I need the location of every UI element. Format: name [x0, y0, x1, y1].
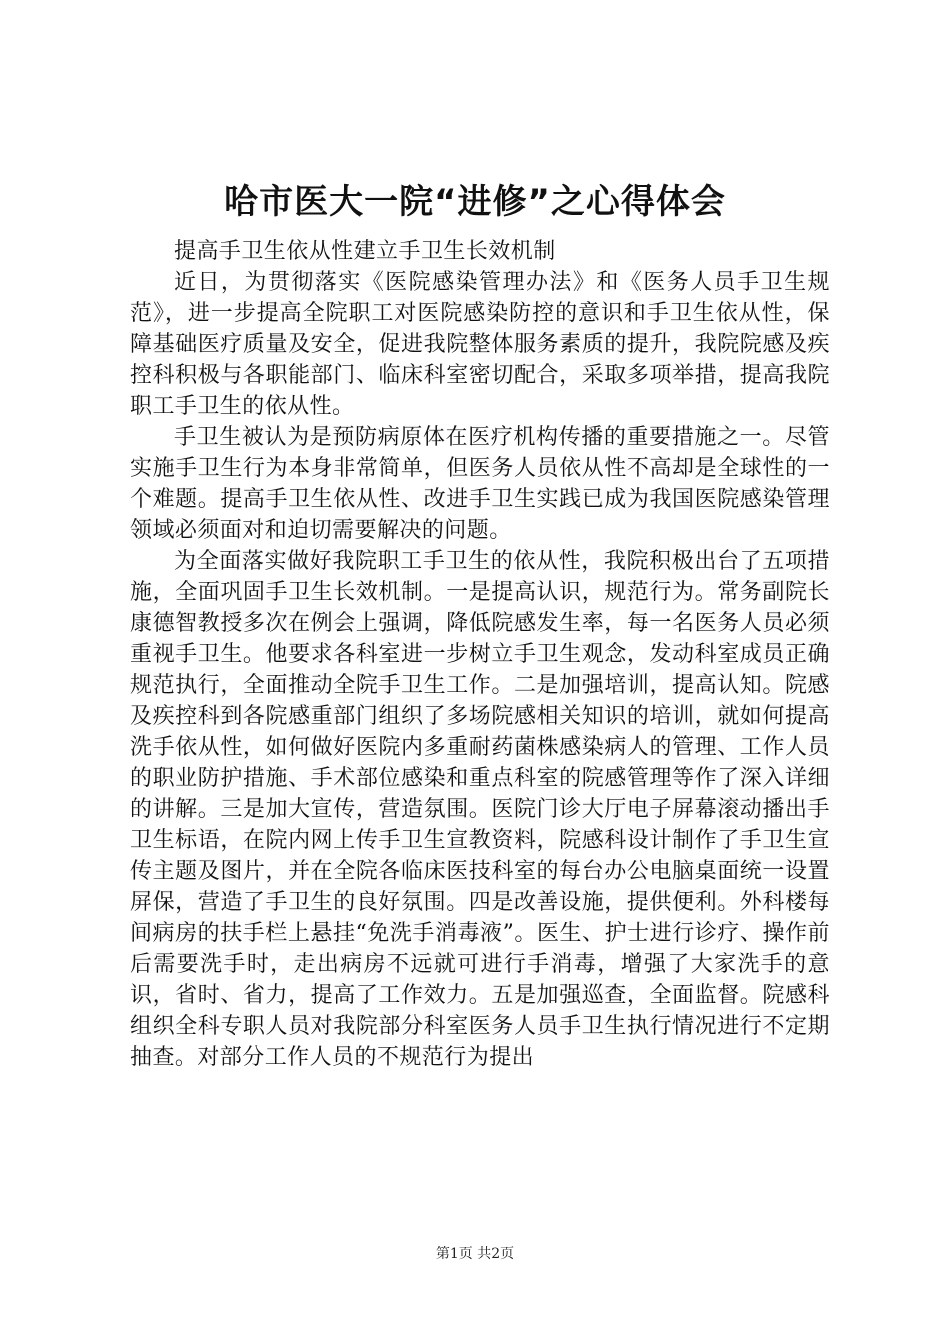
- document-body: [130, 236, 830, 1073]
- body-paragraph: 手卫生被认为是预防病原体在医疗机构传播的重要措施之一。尽管实施手卫生行为本身非常简单，但医务人员依从性不高却是全球性的一个难题。提高手卫生依从性、改进手卫生实践已成为我国医院感染管理领域必须面对和迫切需要解决的问题。: [130, 425, 830, 543]
- body-paragraph: 近日，为贯彻落实《医院感染管理办法》和《医务人员手卫生规范》，进一步提高全院职工对医院感染防控的意识和手卫生依从性，保障基础医疗质量及安全，促进我院整体服务素质的提升，我院院感及疾控科积极与各职能部门、临床科室密切配合，采取多项举措，提高我院职工手卫生的依从性。: [130, 270, 830, 419]
- body-paragraph: 为全面落实做好我院职工手卫生的依从性，我院积极出台了五项措施，全面巩固手卫生长效机制。一是提高认识，规范行为。常务副院长康德智教授多次在例会上强调，降低院感发生率，每一名医务人员必须重视手卫生。他要求各科室进一步树立手卫生观念，发动科室成员正确规范执行，全面推动全院手卫生工作。二是加强培训，提高认知。院感及疾控科到各院感重部门组织了多场院感相关知识的培训，就如何提高洗手依从性，如何做好医院内多重耐药菌株感染病人的管理、工作人员的职业防护措施、手术部位感染和重点科室的院感管理等作了深入详细的讲解。三是加大宣传，营造氛围。医院门诊大厅电子屏幕滚动播出手卫生标语，在院内网上传手卫生宣教资料，院感科设计制作了手卫生宣传主题及图片，并在全院各临床医技科室的每台办公电脑桌面统一设置屏保，营造了手卫生的良好氛围。四是改善设施，提供便利。外科楼每间病房的扶手栏上悬挂“免洗手消毒液”。医生、护士进行诊疗、操作前后需要洗手时，走出病房不远就可进行手消毒，增强了大家洗手的意识，省时、省力，提高了工作效力。五是加强巡查，全面监督。院感科组织全科专职人员对我院部分科室医务人员手卫生执行情况进行不定期抽查。对部分工作人员的不规范行为提出: [130, 549, 830, 1070]
- document-title: 哈市医大一院“进修”之心得体会: [224, 182, 726, 222]
- page-number-footer: 第1页 共2页: [435, 1246, 515, 1262]
- subtitle-paragraph: 提高手卫生依从性建立手卫生长效机制: [174, 239, 556, 264]
